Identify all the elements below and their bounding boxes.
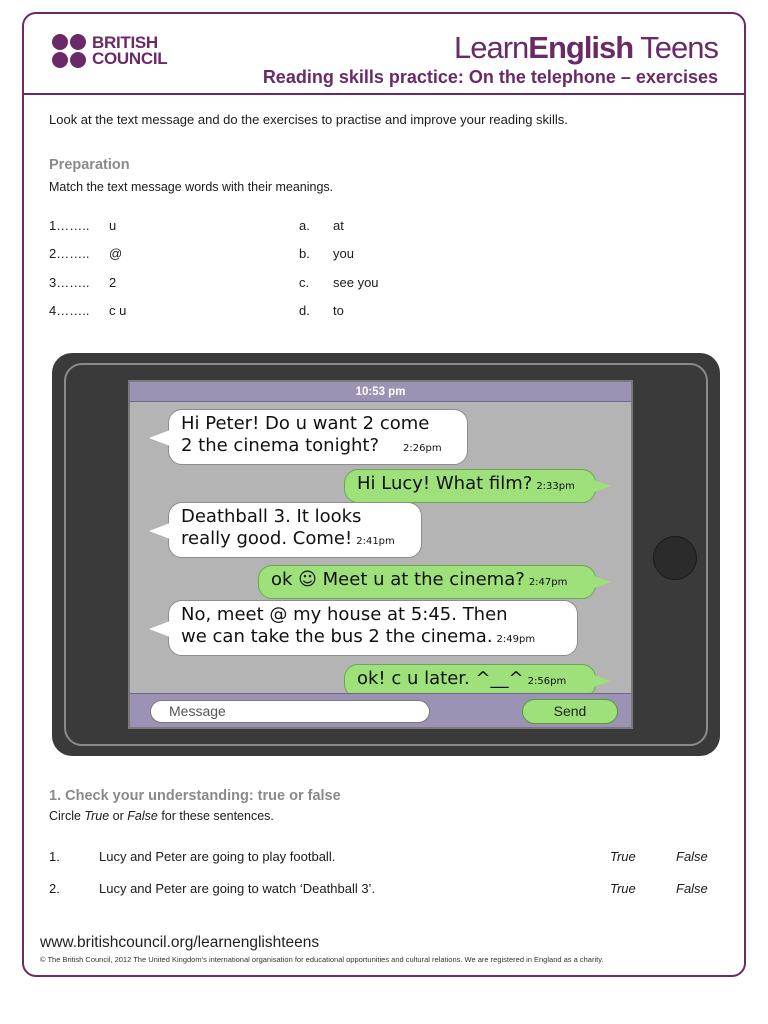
header-rule (24, 93, 744, 95)
message-bubble-received: Hi Peter! Do u want 2 come 2 the cinema tonight? 2:26pm (168, 409, 468, 465)
british-council-wordmark: BRITISH COUNCIL (92, 33, 168, 68)
false-option[interactable]: False (676, 849, 708, 864)
send-button[interactable]: Send (522, 699, 618, 724)
page-title: Reading skills practice: On the telephone – exercises (262, 67, 718, 87)
message-bubble-sent: ok! c u later. ^__^ 2:56pm (344, 664, 596, 698)
footer-copyright: © The British Council, 2012 The United Kingdom’s international organisation for educational opportunities and cultural relations. We are registered in England as a charity. (40, 955, 604, 964)
message-input[interactable]: Message (150, 700, 430, 723)
message-bubble-received: Deathball 3. It looks really good. Come! 2:41pm (168, 502, 422, 558)
exercise1-heading: 1. Check your understanding: true or false (49, 788, 341, 804)
british-council-logo (52, 34, 167, 68)
true-false-item: 2. Lucy and Peter are going to watch ‘Deathball 3’. True False (49, 881, 708, 896)
learnenglish-teens-logo: LearnEnglish Teens (453, 30, 718, 65)
exercise1-instruction: Circle True or False for these sentences. (49, 809, 274, 823)
home-button-icon (653, 536, 697, 580)
status-bar-time: 10:53 pm (130, 382, 631, 402)
match-item: 2…….. @ b. you (49, 246, 354, 261)
message-bubble-received: No, meet @ my house at 5:45. Then we can take the bus 2 the cinema. 2:49pm (168, 600, 578, 656)
preparation-heading: Preparation (49, 157, 130, 173)
british-council-dots-icon (52, 34, 86, 68)
match-item: 4…….. c u d. to (49, 303, 344, 318)
preparation-instruction: Match the text message words with their meanings. (49, 180, 334, 194)
message-bubble-sent: ok ☺ Meet u at the cinema? 2:47pm (258, 565, 596, 599)
phone-screen (128, 380, 633, 729)
true-option[interactable]: True (610, 849, 636, 864)
match-item: 1…….. u a. at (49, 218, 344, 233)
footer-url: www.britishcouncil.org/learnenglishteens (40, 934, 320, 951)
intro-text: Look at the text message and do the exercises to practise and improve your reading skills. (49, 112, 568, 127)
message-input-bar (130, 693, 631, 727)
true-option[interactable]: True (610, 881, 636, 896)
true-false-item: 1. Lucy and Peter are going to play football. True False (49, 849, 708, 864)
phone-illustration (52, 353, 720, 756)
false-option[interactable]: False (676, 881, 708, 896)
match-item: 3…….. 2 c. see you (49, 275, 379, 290)
message-bubble-sent: Hi Lucy! What film? 2:33pm (344, 469, 596, 503)
